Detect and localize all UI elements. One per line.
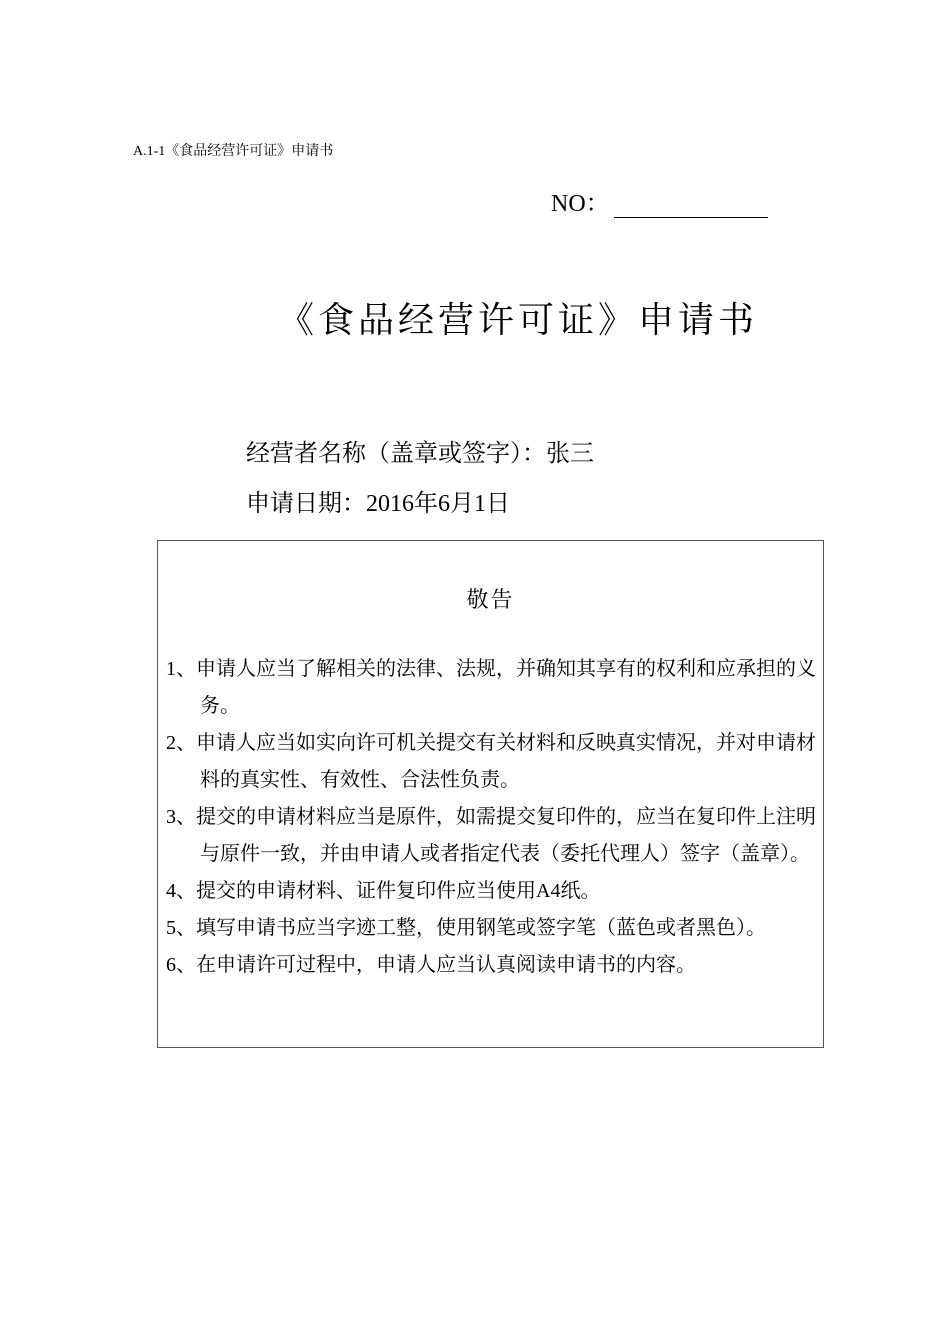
- operator-name-value: 张三: [546, 441, 594, 467]
- serial-number-label: NO：: [551, 191, 610, 217]
- notice-item: 5、填写申请书应当字迹工整，使用钢笔或签字笔（蓝色或者黑色）。: [166, 917, 766, 939]
- notice-item: 1、申请人应当了解相关的法律、法规，并确知其享有的权利和应承担的义务。: [166, 658, 816, 717]
- operator-name-label: 经营者名称（盖章或签字）：: [246, 441, 546, 467]
- apply-date-value: 2016年6月1日: [366, 491, 510, 517]
- apply-date-field: [246, 483, 510, 518]
- notice-item: 3、提交的申请材料应当是原件，如需提交复印件的，应当在复印件上注明与原件一致，并由申请人或者指定代表（委托代理人）签字（盖章）。: [166, 806, 816, 865]
- serial-number-line: [551, 183, 768, 218]
- apply-date-label: 申请日期：: [246, 491, 366, 517]
- notice-item: 6、在申请许可过程中，申请人应当认真阅读申请书的内容。: [166, 954, 696, 976]
- notice-box: [157, 540, 824, 1048]
- serial-number-blank: [614, 191, 768, 218]
- operator-name-field: [246, 433, 594, 468]
- document-code: A.1-1《食品经营许可证》申请书: [133, 144, 334, 159]
- notice-title: 敬告: [466, 587, 515, 612]
- notice-list: [166, 651, 818, 984]
- notice-item: 2、申请人应当如实向许可机关提交有关材料和反映真实情况，并对申请材料的真实性、有效性、合法性负责。: [166, 732, 816, 791]
- notice-item: 4、提交的申请材料、证件复印件应当使用A4纸。: [166, 880, 601, 902]
- page-title: 《食品经营许可证》申请书: [277, 300, 758, 341]
